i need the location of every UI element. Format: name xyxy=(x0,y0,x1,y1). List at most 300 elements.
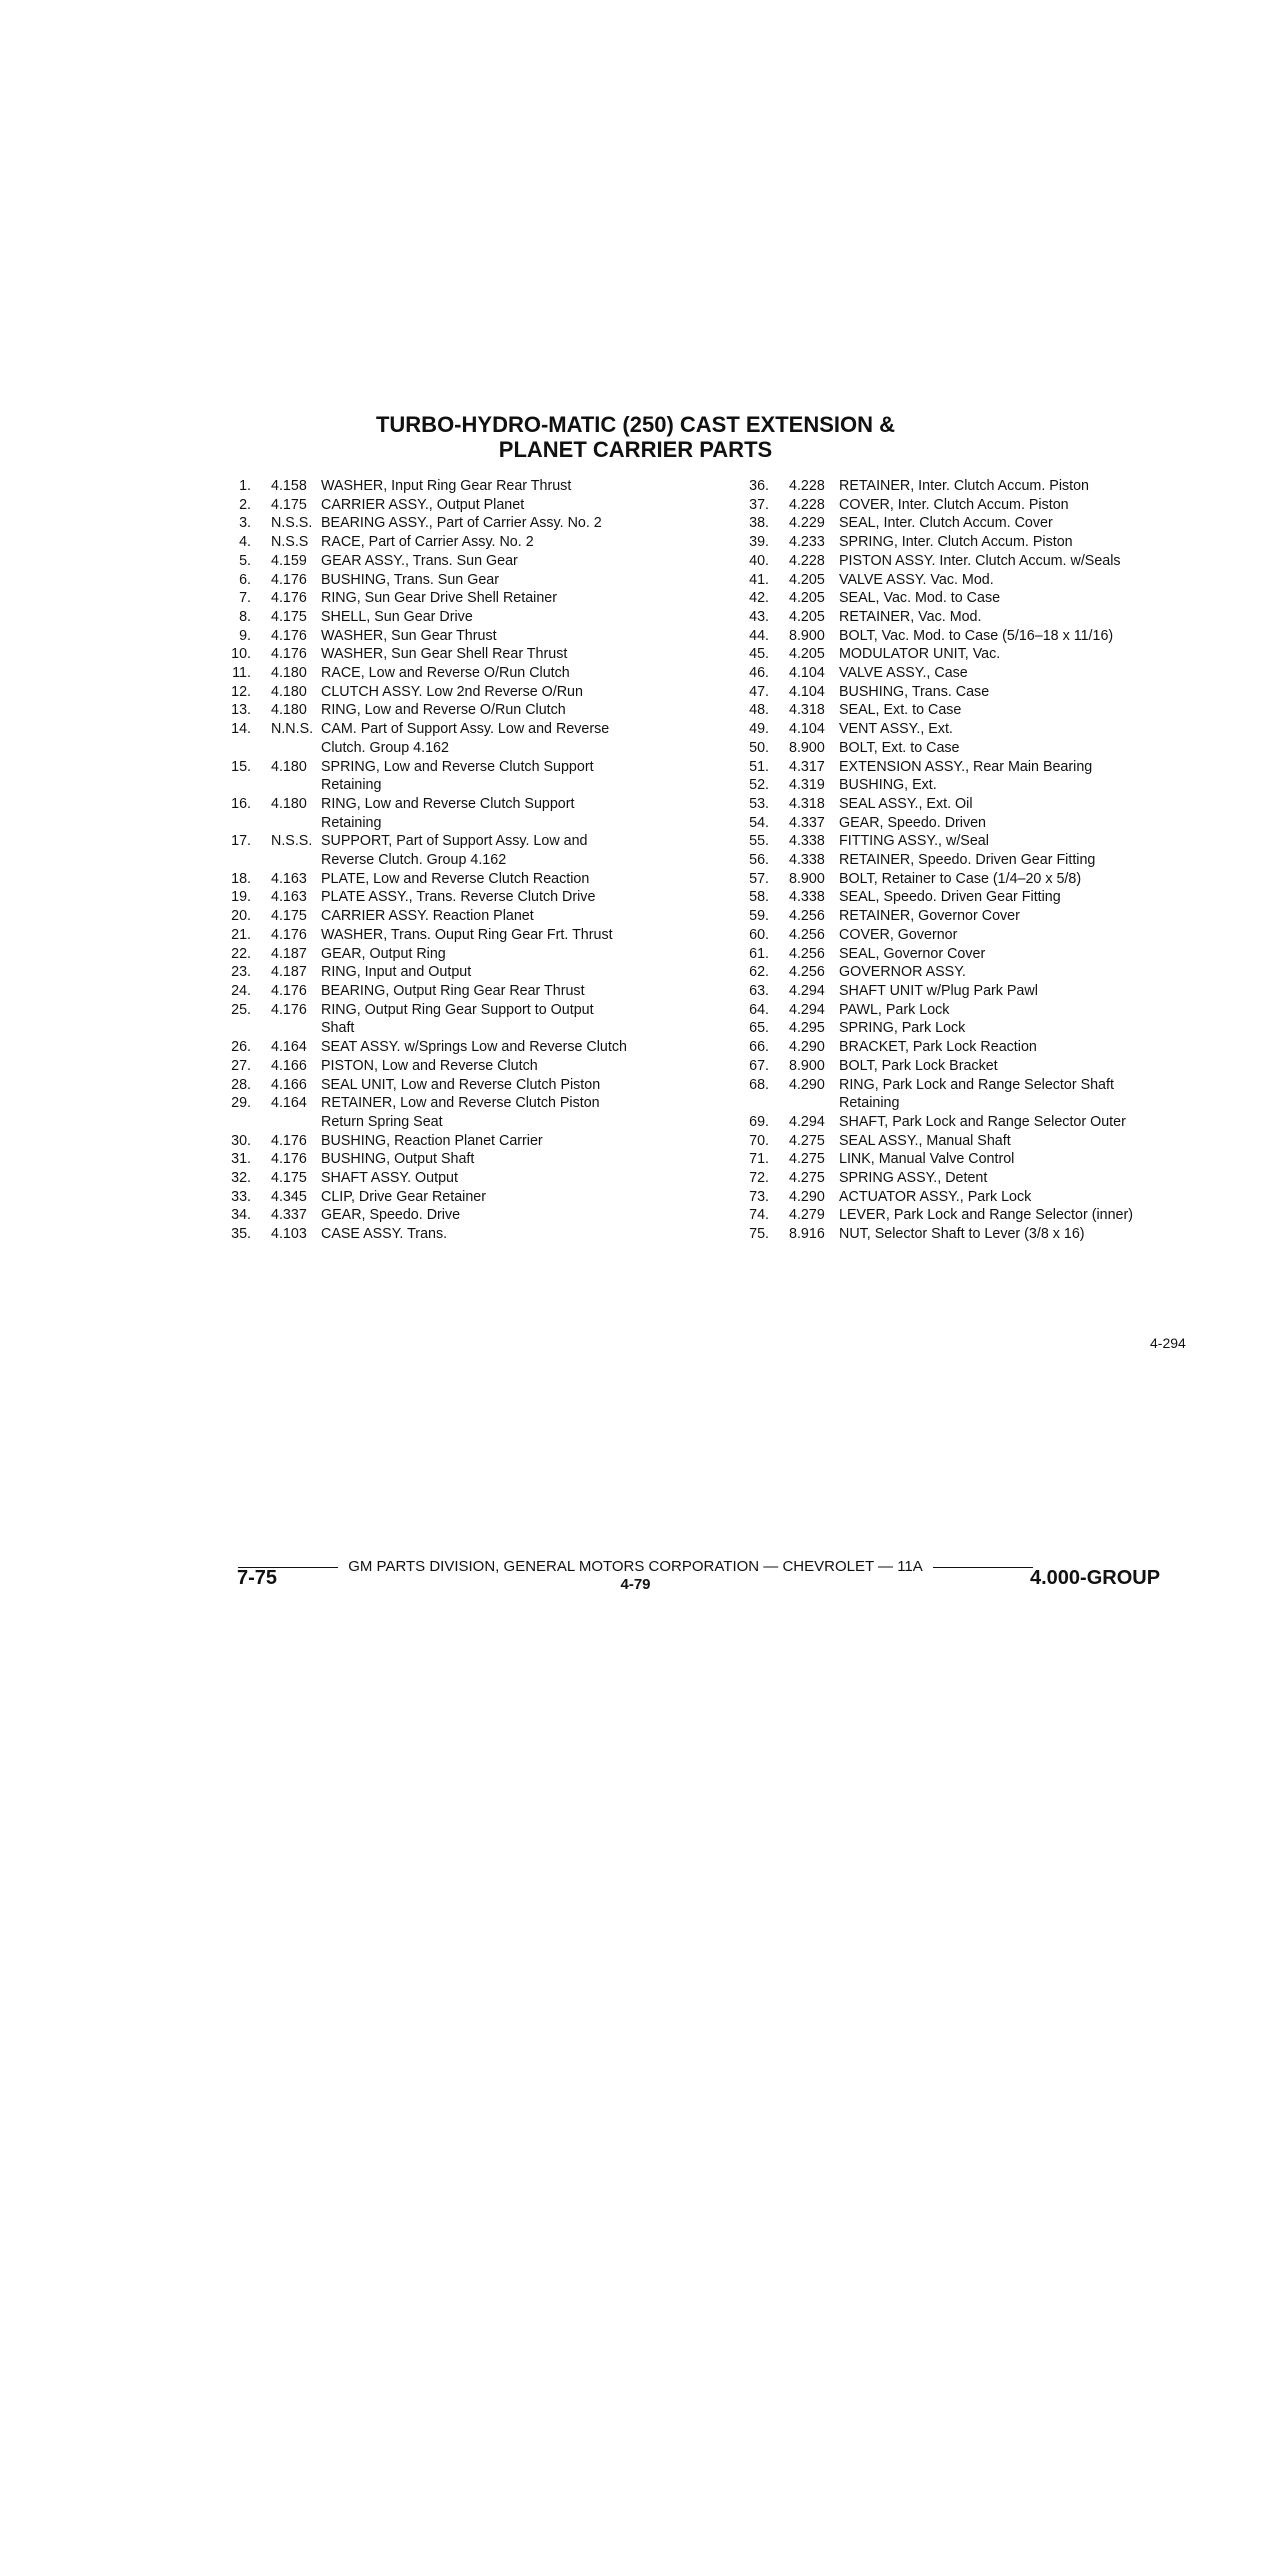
part-row xyxy=(225,608,725,627)
part-group-code xyxy=(251,1019,321,1038)
part-group-code: 4.166 xyxy=(271,1076,307,1093)
part-number: 33. xyxy=(231,1188,251,1205)
part-description: Return Spring Seat xyxy=(321,1113,443,1130)
part-number: 32. xyxy=(231,1170,251,1187)
part-description: BEARING, Output Ring Gear Rear Thrust xyxy=(321,982,585,999)
part-group-code: 4.176 xyxy=(271,1132,307,1149)
part-row xyxy=(743,1019,1243,1038)
part-group-code: 4.319 xyxy=(789,777,825,794)
part-group-code: 4.294 xyxy=(789,1113,825,1130)
part-description: VALVE ASSY., Case xyxy=(839,665,968,682)
part-group-code: 4.275 xyxy=(789,1132,825,1149)
part-row xyxy=(743,1150,1243,1169)
part-description: SPRING ASSY., Detent xyxy=(839,1170,988,1187)
part-number: 21. xyxy=(231,926,251,943)
part-row xyxy=(225,832,725,851)
part-description: Clutch. Group 4.162 xyxy=(321,739,449,756)
part-group-code xyxy=(251,814,321,833)
part-row xyxy=(225,1076,725,1095)
part-row-continuation xyxy=(225,1113,725,1132)
part-number: 2. xyxy=(239,496,251,513)
part-row xyxy=(743,496,1243,515)
part-row xyxy=(225,683,725,702)
parts-list-right xyxy=(743,477,1243,1244)
part-description: GEAR, Output Ring xyxy=(321,945,446,962)
part-number: 60. xyxy=(749,926,769,943)
part-number: 52. xyxy=(749,777,769,794)
part-number: 65. xyxy=(749,1020,769,1037)
part-number: 71. xyxy=(749,1151,769,1168)
part-group-code: N.S.S. xyxy=(271,515,313,532)
part-row xyxy=(225,645,725,664)
part-number: 26. xyxy=(231,1039,251,1056)
part-number: 54. xyxy=(749,814,769,831)
part-group-code xyxy=(769,1094,839,1113)
part-number: 40. xyxy=(749,552,769,569)
part-description: FITTING ASSY., w/Seal xyxy=(839,833,989,850)
footer-group: 4.000-GROUP xyxy=(1030,1567,1161,1589)
part-row xyxy=(225,945,725,964)
part-group-code: N.S.S. xyxy=(271,833,313,850)
part-number: 20. xyxy=(231,908,251,925)
part-description: PLATE ASSY., Trans. Reverse Clutch Drive xyxy=(321,889,596,906)
part-description: WASHER, Sun Gear Thrust xyxy=(321,627,497,644)
part-description: CASE ASSY. Trans. xyxy=(321,1226,448,1243)
part-number: 7. xyxy=(239,590,251,607)
part-row-continuation xyxy=(225,851,725,870)
part-number: 49. xyxy=(749,721,769,738)
part-row xyxy=(743,1038,1243,1057)
part-row xyxy=(225,1132,725,1151)
part-row xyxy=(225,589,725,608)
part-number: 48. xyxy=(749,702,769,719)
part-description: VENT ASSY., Ext. xyxy=(839,721,953,738)
part-description: RACE, Part of Carrier Assy. No. 2 xyxy=(321,534,534,551)
part-description: RETAINER, Inter. Clutch Accum. Piston xyxy=(839,478,1090,494)
part-description: RETAINER, Speedo. Driven Gear Fitting xyxy=(839,852,1096,869)
part-description: RING, Input and Output xyxy=(321,964,472,981)
part-group-code: 8.900 xyxy=(789,627,825,644)
part-group-code: 4.176 xyxy=(271,571,307,588)
part-row xyxy=(743,982,1243,1001)
part-description: SHELL, Sun Gear Drive xyxy=(321,608,473,625)
part-description: BOLT, Retainer to Case (1/4–20 x 5/8) xyxy=(839,870,1082,887)
part-description: GEAR ASSY., Trans. Sun Gear xyxy=(321,552,518,569)
part-description: BOLT, Ext. to Case xyxy=(839,739,960,756)
part-group-code: 4.205 xyxy=(789,608,825,625)
part-group-code: 4.294 xyxy=(789,1001,825,1018)
part-number: 4. xyxy=(239,534,251,551)
part-description: SEAL ASSY., Manual Shaft xyxy=(839,1132,1011,1149)
part-number: 55. xyxy=(749,833,769,850)
parts-list-left xyxy=(225,477,725,1244)
part-group-code: 4.290 xyxy=(789,1039,825,1056)
part-group-code: 4.317 xyxy=(789,758,825,775)
part-row xyxy=(743,814,1243,833)
footer-page-number: 4-79 xyxy=(620,1576,651,1593)
part-number: 46. xyxy=(749,665,769,682)
part-row xyxy=(225,1169,725,1188)
part-description: WASHER, Sun Gear Shell Rear Thrust xyxy=(321,646,568,663)
part-number: 61. xyxy=(749,945,769,962)
part-number: 1. xyxy=(239,478,251,494)
part-number: 57. xyxy=(749,870,769,887)
part-row xyxy=(743,945,1243,964)
part-group-code: 4.337 xyxy=(789,814,825,831)
part-row xyxy=(743,926,1243,945)
part-row xyxy=(743,608,1243,627)
part-row xyxy=(743,627,1243,646)
part-description: GEAR, Speedo. Drive xyxy=(321,1207,461,1224)
part-number xyxy=(225,739,251,758)
part-row xyxy=(225,963,725,982)
part-group-code: 4.176 xyxy=(271,982,307,999)
part-group-code: N.S.S xyxy=(271,534,309,551)
part-number: 22. xyxy=(231,945,251,962)
part-row xyxy=(225,496,725,515)
footer-publisher-text: GM PARTS DIVISION, GENERAL MOTORS CORPORATION — CHEVROLET — 11A xyxy=(348,1558,923,1575)
part-group-code: 4.176 xyxy=(271,926,307,943)
part-row xyxy=(225,1001,725,1020)
part-description: LEVER, Park Lock and Range Selector (inner) xyxy=(839,1207,1134,1224)
part-number: 66. xyxy=(749,1039,769,1056)
part-description: SEAL, Governor Cover xyxy=(839,945,986,962)
part-row-continuation xyxy=(225,739,725,758)
part-number: 58. xyxy=(749,889,769,906)
part-description: WASHER, Trans. Ouput Ring Gear Frt. Thrust xyxy=(321,926,613,943)
part-number: 53. xyxy=(749,795,769,812)
part-group-code: 4.180 xyxy=(271,665,307,682)
part-group-code: 4.256 xyxy=(789,926,825,943)
part-number: 63. xyxy=(749,982,769,999)
part-row xyxy=(743,870,1243,889)
footer-rule-right xyxy=(933,1567,1033,1568)
part-row-continuation xyxy=(225,814,725,833)
part-description: RACE, Low and Reverse O/Run Clutch xyxy=(321,665,570,682)
part-group-code: 4.166 xyxy=(271,1057,307,1074)
part-description: VALVE ASSY. Vac. Mod. xyxy=(839,571,994,588)
part-row xyxy=(225,888,725,907)
part-description: CLIP, Drive Gear Retainer xyxy=(321,1188,487,1205)
part-number: 43. xyxy=(749,608,769,625)
part-number: 50. xyxy=(749,739,769,756)
part-row xyxy=(743,645,1243,664)
part-row xyxy=(743,477,1243,496)
part-group-code: 8.916 xyxy=(789,1226,825,1243)
part-group-code: 4.294 xyxy=(789,982,825,999)
part-row xyxy=(743,533,1243,552)
part-description: RING, Sun Gear Drive Shell Retainer xyxy=(321,590,557,607)
part-group-code: 4.338 xyxy=(789,833,825,850)
part-group-code: 4.205 xyxy=(789,590,825,607)
part-group-code: N.N.S. xyxy=(271,721,314,738)
part-number: 59. xyxy=(749,908,769,925)
part-number: 67. xyxy=(749,1057,769,1074)
part-description: BEARING ASSY., Part of Carrier Assy. No. 2 xyxy=(321,515,602,532)
part-group-code: 4.256 xyxy=(789,908,825,925)
part-group-code: 4.175 xyxy=(271,496,307,513)
title-line-2: PLANET CARRIER PARTS xyxy=(498,437,773,462)
part-number: 6. xyxy=(239,571,251,588)
part-row xyxy=(225,1094,725,1113)
part-description: SPRING, Low and Reverse Clutch Support xyxy=(321,758,594,775)
part-description: COVER, Governor xyxy=(839,926,958,943)
part-group-code: 4.338 xyxy=(789,889,825,906)
part-number: 75. xyxy=(749,1226,769,1243)
part-group-code: 4.256 xyxy=(789,945,825,962)
part-row xyxy=(743,888,1243,907)
part-description: PISTON, Low and Reverse Clutch xyxy=(321,1057,538,1074)
illustration-reference: 4-294 xyxy=(1150,1335,1186,1351)
part-group-code: 4.229 xyxy=(789,515,825,532)
part-number xyxy=(225,1113,251,1132)
footer-date: 7-75 xyxy=(237,1567,278,1589)
part-description: LINK, Manual Valve Control xyxy=(839,1151,1015,1168)
part-description: SHAFT UNIT w/Plug Park Pawl xyxy=(839,982,1038,999)
part-description: RETAINER, Vac. Mod. xyxy=(839,608,982,625)
part-group-code: 4.159 xyxy=(271,552,307,569)
part-group-code xyxy=(251,1113,321,1132)
part-row xyxy=(225,627,725,646)
part-number: 30. xyxy=(231,1132,251,1149)
part-description: CLUTCH ASSY. Low 2nd Reverse O/Run xyxy=(321,683,583,700)
part-group-code: 4.345 xyxy=(271,1188,307,1205)
part-row xyxy=(743,1057,1243,1076)
part-row xyxy=(225,664,725,683)
part-description: BUSHING, Trans. Case xyxy=(839,683,990,700)
part-group-code: 4.175 xyxy=(271,608,307,625)
part-number xyxy=(225,776,251,795)
part-row xyxy=(743,571,1243,590)
part-number: 35. xyxy=(231,1226,251,1243)
part-group-code: 4.318 xyxy=(789,702,825,719)
part-description: CARRIER ASSY. Reaction Planet xyxy=(321,908,534,925)
part-number: 18. xyxy=(231,870,251,887)
part-number: 27. xyxy=(231,1057,251,1074)
part-group-code: 4.228 xyxy=(789,496,825,513)
part-row xyxy=(225,926,725,945)
part-row xyxy=(743,963,1243,982)
part-description: WASHER, Input Ring Gear Rear Thrust xyxy=(321,478,572,494)
part-number: 3. xyxy=(239,515,251,532)
part-group-code xyxy=(251,851,321,870)
part-number: 64. xyxy=(749,1001,769,1018)
part-row xyxy=(225,1188,725,1207)
part-number: 9. xyxy=(239,627,251,644)
part-number: 28. xyxy=(231,1076,251,1093)
part-group-code: 4.180 xyxy=(271,795,307,812)
part-row xyxy=(225,1225,725,1244)
part-row xyxy=(743,1188,1243,1207)
part-group-code: 4.104 xyxy=(789,683,825,700)
part-number: 17. xyxy=(231,833,251,850)
page-title xyxy=(0,412,1271,462)
part-row xyxy=(743,589,1243,608)
part-description: SHAFT, Park Lock and Range Selector Outer xyxy=(839,1113,1126,1130)
part-number: 14. xyxy=(231,721,251,738)
part-number: 36. xyxy=(749,478,769,494)
part-number: 51. xyxy=(749,758,769,775)
part-row xyxy=(225,552,725,571)
part-group-code: 4.176 xyxy=(271,646,307,663)
part-number: 12. xyxy=(231,683,251,700)
part-number: 11. xyxy=(232,665,251,682)
part-group-code: 4.205 xyxy=(789,646,825,663)
part-group-code: 4.318 xyxy=(789,795,825,812)
part-row xyxy=(225,533,725,552)
part-number: 62. xyxy=(749,964,769,981)
part-group-code: 4.290 xyxy=(789,1188,825,1205)
part-group-code: 4.187 xyxy=(271,945,307,962)
part-row xyxy=(743,552,1243,571)
part-description: MODULATOR UNIT, Vac. xyxy=(839,646,1001,663)
title-line-1: TURBO-HYDRO-MATIC (250) CAST EXTENSION & xyxy=(375,412,896,437)
part-number: 39. xyxy=(749,534,769,551)
part-group-code: 4.275 xyxy=(789,1151,825,1168)
part-number: 31. xyxy=(231,1151,251,1168)
part-number: 23. xyxy=(231,964,251,981)
part-description: NUT, Selector Shaft to Lever (3/8 x 16) xyxy=(839,1226,1085,1243)
part-row xyxy=(743,1076,1243,1095)
part-group-code xyxy=(251,776,321,795)
part-group-code: 4.176 xyxy=(271,627,307,644)
part-row xyxy=(225,907,725,926)
part-number xyxy=(225,814,251,833)
part-group-code: 4.338 xyxy=(789,852,825,869)
part-description: GOVERNOR ASSY. xyxy=(839,964,966,981)
part-number: 72. xyxy=(749,1170,769,1187)
part-number: 47. xyxy=(749,683,769,700)
part-row xyxy=(225,701,725,720)
part-row xyxy=(225,1057,725,1076)
part-group-code: 4.275 xyxy=(789,1170,825,1187)
part-group-code: 4.103 xyxy=(271,1226,307,1243)
part-row xyxy=(743,664,1243,683)
part-description: RETAINER, Governor Cover xyxy=(839,908,1020,925)
part-group-code: 4.228 xyxy=(789,552,825,569)
part-row xyxy=(743,1132,1243,1151)
part-group-code: 4.205 xyxy=(789,571,825,588)
part-description: BUSHING, Reaction Planet Carrier xyxy=(321,1132,543,1149)
part-description: Retaining xyxy=(839,1095,900,1112)
part-description: SEAT ASSY. w/Springs Low and Reverse Clutch xyxy=(321,1039,627,1056)
part-number: 19. xyxy=(231,889,251,906)
part-description: RING, Low and Reverse Clutch Support xyxy=(321,795,575,812)
part-description: SEAL UNIT, Low and Reverse Clutch Piston xyxy=(321,1076,601,1093)
part-description: BRACKET, Park Lock Reaction xyxy=(839,1039,1037,1056)
part-group-code: 4.337 xyxy=(271,1207,307,1224)
part-group-code: 8.900 xyxy=(789,870,825,887)
part-row xyxy=(225,720,725,739)
part-group-code: 4.176 xyxy=(271,590,307,607)
part-description: SEAL ASSY., Ext. Oil xyxy=(839,795,973,812)
part-description: Retaining xyxy=(321,814,382,831)
part-row xyxy=(743,795,1243,814)
part-group-code: 4.158 xyxy=(271,478,307,494)
part-number: 56. xyxy=(749,852,769,869)
part-number: 44. xyxy=(749,627,769,644)
part-row xyxy=(743,1113,1243,1132)
part-row xyxy=(225,982,725,1001)
part-group-code: 4.163 xyxy=(271,870,307,887)
part-description: SEAL, Ext. to Case xyxy=(839,702,962,719)
part-description: CARRIER ASSY., Output Planet xyxy=(321,496,525,513)
part-number: 69. xyxy=(749,1113,769,1130)
part-row xyxy=(743,1001,1243,1020)
part-description: SHAFT ASSY. Output xyxy=(321,1170,458,1187)
part-number: 5. xyxy=(239,552,251,569)
part-number: 73. xyxy=(749,1188,769,1205)
part-description: SEAL, Vac. Mod. to Case xyxy=(839,590,1001,607)
part-row xyxy=(225,870,725,889)
part-description: PAWL, Park Lock xyxy=(839,1001,950,1018)
part-number: 15. xyxy=(231,758,251,775)
part-group-code: 4.180 xyxy=(271,683,307,700)
part-row xyxy=(225,1038,725,1057)
part-number: 8. xyxy=(239,608,251,625)
part-description: Retaining xyxy=(321,777,382,794)
part-group-code xyxy=(251,739,321,758)
part-group-code: 4.175 xyxy=(271,1170,307,1187)
part-description: RING, Park Lock and Range Selector Shaft xyxy=(839,1076,1114,1093)
part-group-code: 4.228 xyxy=(789,478,825,494)
part-description: PLATE, Low and Reverse Clutch Reaction xyxy=(321,870,590,887)
part-group-code: 4.175 xyxy=(271,908,307,925)
part-description: PISTON ASSY. Inter. Clutch Accum. w/Seals xyxy=(839,552,1121,569)
part-number: 29. xyxy=(231,1095,251,1112)
part-row xyxy=(743,701,1243,720)
part-row xyxy=(225,758,725,777)
part-group-code: 8.900 xyxy=(789,739,825,756)
part-group-code: 8.900 xyxy=(789,1057,825,1074)
part-group-code: 4.295 xyxy=(789,1020,825,1037)
part-number: 13. xyxy=(231,702,251,719)
part-row xyxy=(743,1169,1243,1188)
part-group-code: 4.180 xyxy=(271,758,307,775)
part-number xyxy=(225,851,251,870)
part-row xyxy=(743,1225,1243,1244)
part-row-continuation xyxy=(743,1094,1243,1113)
part-description: EXTENSION ASSY., Rear Main Bearing xyxy=(839,758,1093,775)
part-number: 42. xyxy=(749,590,769,607)
part-row xyxy=(743,832,1243,851)
part-group-code: 4.176 xyxy=(271,1151,307,1168)
part-group-code: 4.164 xyxy=(271,1095,307,1112)
part-description: BUSHING, Trans. Sun Gear xyxy=(321,571,499,588)
part-number: 45. xyxy=(749,646,769,663)
part-description: BUSHING, Ext. xyxy=(839,777,937,794)
part-description: SUPPORT, Part of Support Assy. Low and xyxy=(321,833,588,850)
part-row-continuation xyxy=(225,776,725,795)
part-number: 25. xyxy=(231,1001,251,1018)
part-row xyxy=(743,907,1243,926)
part-number: 16. xyxy=(231,795,251,812)
part-description: RETAINER, Low and Reverse Clutch Piston xyxy=(321,1095,600,1112)
part-description: GEAR, Speedo. Driven xyxy=(839,814,987,831)
part-row xyxy=(225,795,725,814)
part-row xyxy=(225,1206,725,1225)
part-group-code: 4.256 xyxy=(789,964,825,981)
part-number: 34. xyxy=(231,1207,251,1224)
part-number: 10. xyxy=(231,646,251,663)
part-row-continuation xyxy=(225,1019,725,1038)
part-description: BOLT, Vac. Mod. to Case (5/16–18 x 11/16) xyxy=(839,627,1114,644)
part-description: SPRING, Inter. Clutch Accum. Piston xyxy=(839,534,1073,551)
part-number: 74. xyxy=(749,1207,769,1224)
part-row xyxy=(743,776,1243,795)
part-description: SEAL, Inter. Clutch Accum. Cover xyxy=(839,515,1053,532)
part-number: 24. xyxy=(231,982,251,999)
